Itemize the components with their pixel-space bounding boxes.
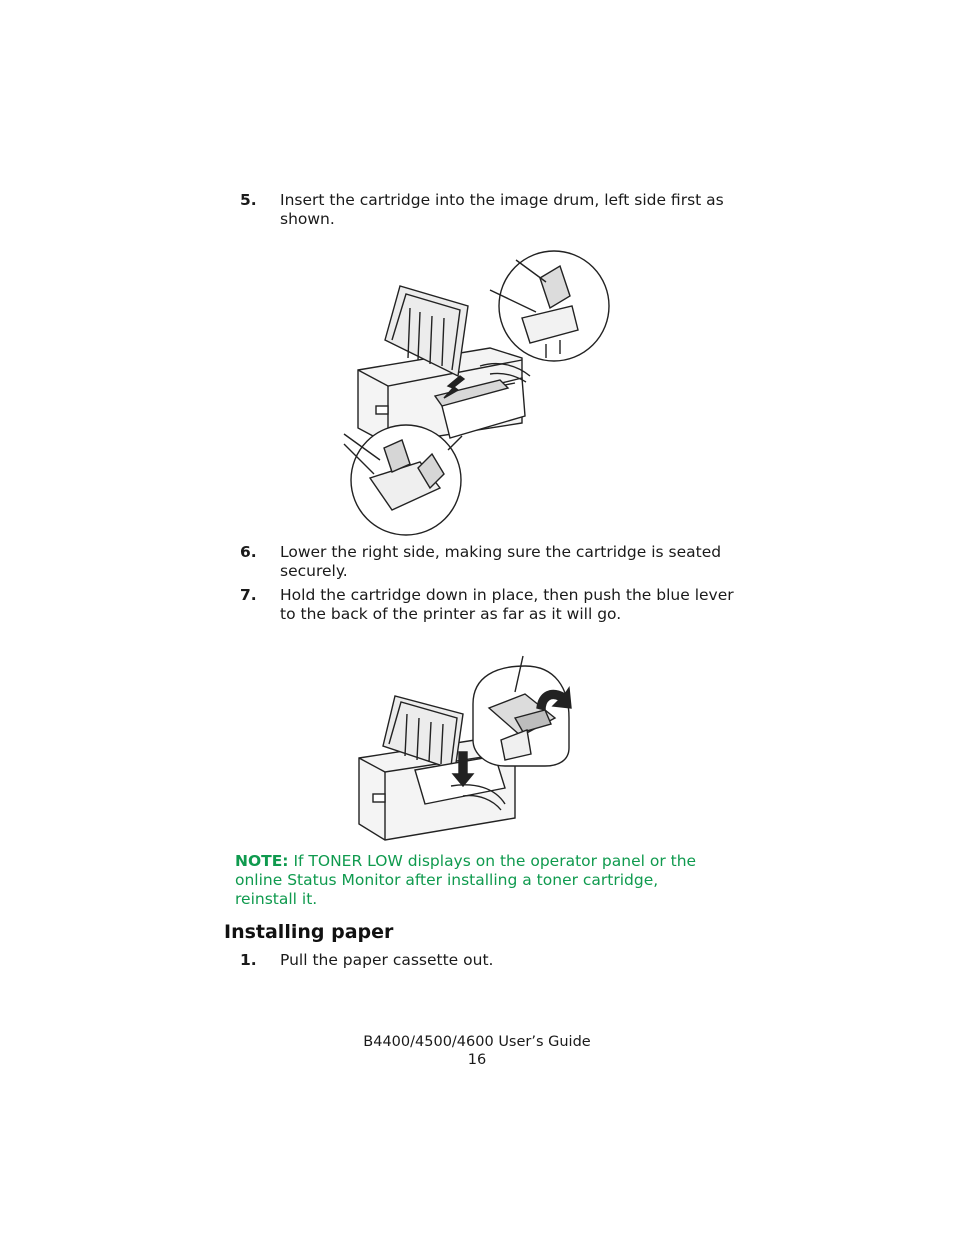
note-label: NOTE: (235, 852, 289, 870)
cartridge-insertion-illustration (340, 248, 612, 536)
printer-cartridge-insertion-illustration (340, 248, 612, 536)
footer-guide-title: B4400/4500/4600 User’s Guide (363, 1034, 591, 1050)
step-text: Pull the paper cassette out. (280, 951, 494, 969)
step-number: 1. (240, 951, 257, 969)
step-text: Insert the cartridge into the image drum, left side first as shown. (280, 191, 724, 228)
footer-page-number: 16 (467, 1052, 487, 1068)
section-heading: Installing paper (224, 921, 394, 943)
note (235, 852, 725, 909)
lever-push-illustration (355, 648, 573, 844)
printer-lever-push-illustration (355, 648, 573, 844)
note-text: If TONER LOW displays on the operator panel or the online Status Monitor after installing a toner cartridge, reinstall it. (235, 852, 697, 908)
step-number: 7. (240, 586, 257, 604)
step-number: 6. (240, 543, 257, 561)
step-number: 5. (240, 191, 257, 209)
step-text: Lower the right side, making sure the cartridge is seated securely. (280, 543, 722, 580)
step-text: Hold the cartridge down in place, then push the blue lever to the back of the printer as far as it will go. (280, 586, 734, 623)
